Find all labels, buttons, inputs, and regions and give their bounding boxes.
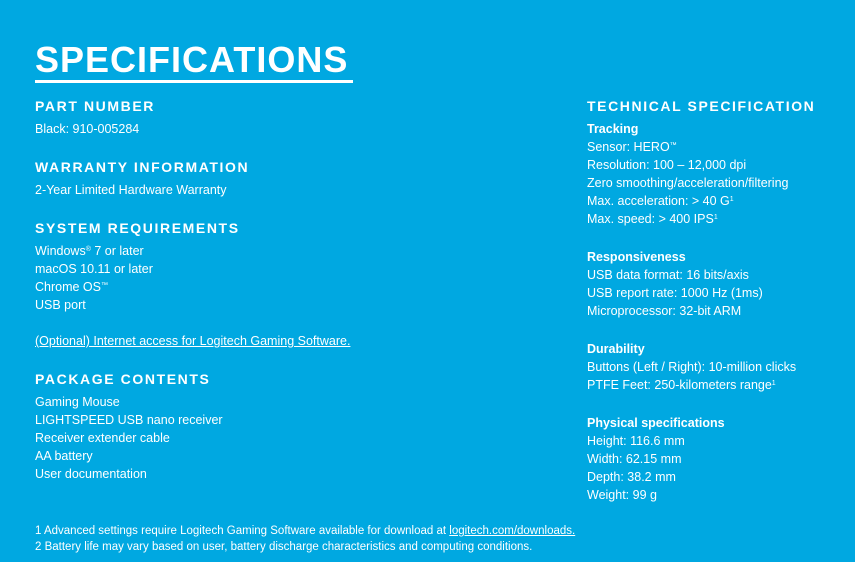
- windows-text: Windows: [35, 244, 86, 258]
- responsiveness-item: USB data format: 16 bits/axis: [587, 268, 749, 282]
- responsiveness-item: USB report rate: 1000 Hz (1ms): [587, 286, 763, 300]
- physical-item: Height: 116.6 mm: [587, 434, 685, 448]
- package-contents-heading: PACKAGE CONTENTS: [35, 371, 211, 387]
- requirement-windows: [35, 242, 555, 260]
- right-column: [587, 96, 852, 504]
- part-number-value: Black: 910-005284: [35, 122, 140, 136]
- page-title: SPECIFICATIONS: [35, 39, 349, 80]
- system-requirements-heading: SYSTEM REQUIREMENTS: [35, 220, 240, 236]
- tracking-acceleration: [587, 192, 852, 210]
- trademark-mark: ™: [669, 142, 677, 149]
- requirement-chrome: [35, 278, 555, 296]
- technical-spec-heading: TECHNICAL SPECIFICATION: [587, 98, 816, 114]
- physical-item: Weight: 99 g: [587, 488, 657, 502]
- responsiveness-item: Microprocessor: 32-bit ARM: [587, 304, 742, 318]
- physical-title: Physical specifications: [587, 416, 725, 430]
- physical-item: Depth: 38.2 mm: [587, 470, 676, 484]
- footnote-mark: 1: [729, 196, 734, 203]
- physical-item: Width: 62.15 mm: [587, 452, 682, 466]
- footnote-2: 2 Battery life may vary based on user, battery discharge characteristics and computing conditions.: [35, 541, 533, 553]
- tracking-resolution: Resolution: 100 – 12,000 dpi: [587, 158, 747, 172]
- requirement-usb: USB port: [35, 298, 86, 312]
- footnote-1: [35, 523, 845, 539]
- warranty-value: 2-Year Limited Hardware Warranty: [35, 183, 227, 197]
- footnote-1-text: 1 Advanced settings require Logitech Gaming Software available for download at: [35, 525, 450, 537]
- left-column: [35, 96, 555, 483]
- requirement-macos: macOS 10.11 or later: [35, 262, 153, 276]
- downloads-link[interactable]: logitech.com/downloads.: [449, 525, 576, 537]
- package-item: Gaming Mouse: [35, 395, 120, 409]
- ptfe-text: PTFE Feet: 250-kilometers range: [587, 378, 772, 392]
- package-item: Receiver extender cable: [35, 431, 170, 445]
- part-number-heading: PART NUMBER: [35, 98, 156, 114]
- tracking-sensor: [587, 138, 852, 156]
- package-item: AA battery: [35, 449, 93, 463]
- chrome-text: Chrome OS: [35, 280, 101, 294]
- tracking-zero: Zero smoothing/acceleration/filtering: [587, 176, 789, 190]
- speed-text: Max. speed: > 400 IPS: [587, 212, 714, 226]
- warranty-heading: WARRANTY INFORMATION: [35, 159, 250, 175]
- trademark-mark: ™: [101, 282, 108, 289]
- footnote-mark: 1: [713, 214, 718, 221]
- tracking-title: Tracking: [587, 122, 639, 136]
- registered-mark: ®: [85, 246, 91, 253]
- acceleration-text: Max. acceleration: > 40 G: [587, 194, 730, 208]
- windows-version: 7 or later: [90, 244, 144, 258]
- package-item: User documentation: [35, 467, 147, 481]
- title-underline: [35, 80, 353, 83]
- optional-internet-link[interactable]: (Optional) Internet access for Logitech Gaming Software.: [35, 334, 351, 348]
- footnote-mark: 1: [771, 380, 776, 387]
- durability-ptfe: [587, 376, 852, 394]
- footnotes: [35, 523, 845, 555]
- durability-buttons: Buttons (Left / Right): 10-million clicks: [587, 360, 797, 374]
- responsiveness-title: Responsiveness: [587, 250, 686, 264]
- sensor-text: Sensor: HERO: [587, 140, 670, 154]
- package-item: LIGHTSPEED USB nano receiver: [35, 413, 223, 427]
- tracking-speed: [587, 210, 852, 228]
- durability-title: Durability: [587, 342, 645, 356]
